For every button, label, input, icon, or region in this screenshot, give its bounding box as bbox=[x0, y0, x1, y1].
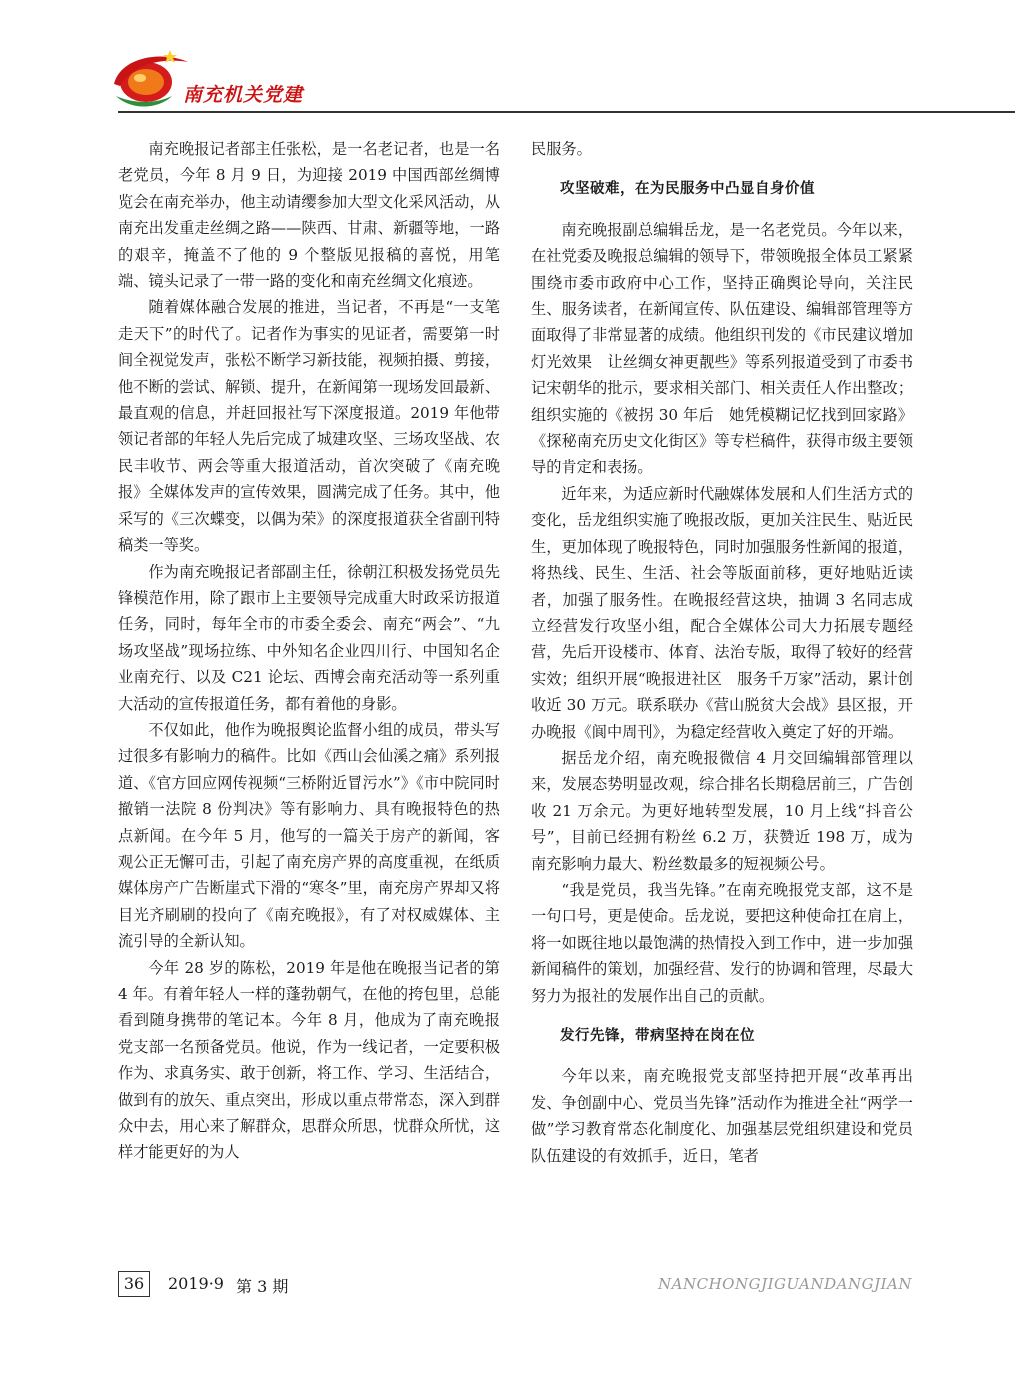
body-paragraph: “我是党员，我当先锋。”在南充晚报党支部，这不是一句口号，更是使命。岳龙说，要把这种使命扛在肩上，将一如既往地以最饱满的热情投入到工作中，进一步加强新闻稿件的策划，加强经营、发行的协调和管理，尽最大努力为报社的发展作出自己的贡献。 bbox=[531, 880, 913, 1005]
body-paragraph: 今年 28 岁的陈松，2019 年是他在晚报当记者的第 4 年。有着年轻人一样的蓬勃朝气，在他的挎包里，总能看到随身携带的笔记本。今年 8 月，他成为了南充晚报党支部一名预备党员。他说，作为一线记者，一定要积极作为、求真务实、敢于创新，将工作、学习、生活结合，做到有的放矢、重点突出，形成以重点带常态，深入到群众中去，用心来了解群众，思群众所思，忧群众所忧，这样才能更好的为人 bbox=[118, 958, 500, 1162]
section-heading: 攻坚破难，在为民服务中凸显自身价值 bbox=[560, 181, 815, 198]
body-paragraph: 不仅如此，他作为晚报舆论监督小组的成员，带头写过很多有影响力的稿件。比如《西山会仙溪之痛》系列报道、《官方回应网传视频“三桥附近冒污水”》《市中院同时撤销一法院 8 份判决》等有影响力、具有晚报特色的热点新闻。在今年 5 月，他写的一篇关于房产的新闻，客观公正无懈可击，引起了南充房产界的高度重视，在纸质媒体房产广告断崖式下滑的“寒冬”里，南充房产界却又将目光齐刷刷的投向了《南充晚报》，有了对权威媒体、主流引导的全新认知。 bbox=[118, 720, 500, 951]
party-building-logo-icon bbox=[110, 44, 190, 112]
body-paragraph: 南充晚报副总编辑岳龙，是一名老党员。今年以来，在社党委及晚报总编辑的领导下，带领晚报全体员工紧紧围绕市委市政府中心工作，坚持正确舆论导向，关注民生、服务读者，在新闻宣传、队伍建设、编辑部管理等方面取得了非常显著的成绩。他组织刊发的《市民建议增加灯光效果 让丝绸女神更靓些》等系列报道受到了市委书记宋朝华的批示，要求相关部门、相关责任人作出整改；组织实施的《被拐 30 年后 她凭模糊记忆找到回家路》《探秘南充历史文化街区》等专栏稿件，获得市级主要领导的肯定和表扬。 bbox=[531, 220, 913, 477]
body-paragraph: 作为南充晚报记者部副主任，徐朝江积极发扬党员先锋模范作用，除了跟市上主要领导完成重大时政采访报道任务，同时，每年全市的市委全委会、南充“两会”、“九场攻坚战”现场拉练、中外知名企业四川行、中国知名企业南充行、以及 C21 论坛、西博会南充活动等一系列重大活动的宣传报道任务，都有着他的身影。 bbox=[118, 562, 500, 713]
body-paragraph: 随着媒体融合发展的推进，当记者，不再是“一支笔走天下”的时代了。记者作为事实的见证者，需要第一时间全视觉发声，张松不断学习新技能，视频拍摄、剪接，他不断的尝试、解锁、提升，在新闻第一现场发回最新、最直观的信息，并赶回报社写下深度报道。2019 年他带领记者部的年轻人先后完成了城建攻坚、三场攻坚战、农民丰收节、两会等重大报道活动，首次突破了《南充晚报》全媒体发声的宣传效果，圆满完成了任务。其中，他采写的《三次蝶变，以偶为荣》的深度报道获全省副刊特稿类一等奖。 bbox=[118, 298, 500, 555]
page-header bbox=[0, 0, 1015, 120]
right-column bbox=[531, 136, 913, 1169]
issue-number: 第 3 期 bbox=[236, 1277, 289, 1296]
section-heading: 发行先锋，带病坚持在岗在位 bbox=[560, 1028, 755, 1044]
body-paragraph: 南充晚报记者部主任张松，是一名老记者，也是一名老党员，今年 8 月 9 日，为迎接 2019 中国西部丝绸博览会在南充举办，他主动请缨参加大型文化采风活动，从南充出发重走丝绸之路——陕西、甘肃、新疆等地，一路的艰辛，掩盖不了他的 9 个整版见报稿的喜悦，用笔端、镜头记录了一带一路的变化和南充丝绸文化痕迹。 bbox=[118, 140, 500, 291]
brand-title: 南充机关党建 bbox=[183, 84, 304, 106]
body-paragraph: 据岳龙介绍，南充晚报微信 4 月交回编辑部管理以来，发展态势明显改观，综合排名长期稳居前三，广告创收 21 万余元。为更好地转型发展，10 月上线“抖音公号”，目前已经拥有粉丝 6.2 万，获赞近 198 万，成为南充影响力最大、粉丝数最多的短视频公号。 bbox=[531, 748, 913, 873]
header-rule bbox=[118, 111, 1015, 113]
page-number: 36 bbox=[118, 1271, 150, 1297]
body-paragraph: 今年以来，南充晚报党支部坚持把开展“改革再出发、争创副中心、党员当先锋”活动作为推进全社“两学一做”学习教育常态化制度化、加强基层党组织建设和党员队伍建设的有效抓手，近日，笔者 bbox=[531, 1067, 913, 1165]
left-column bbox=[118, 136, 500, 1166]
journal-english-title: NANCHONGJIGUANDANGJIAN bbox=[658, 1275, 912, 1293]
body-paragraph: 近年来，为适应新时代融媒体发展和人们生活方式的变化，岳龙组织实施了晚报改版，更加关注民生、贴近民生，更加体现了晚报特色，同时加强服务性新闻的报道，将热线、民生、生活、社会等版面前移，更好地贴近读者，加强了服务性。在晚报经营这块，抽调 3 名同志成立经营发行攻坚小组，配合全媒体公司大力拓展专题经营，先后开设楼市、体育、法治专版，取得了较好的经营实效；组织开展“晚报进社区 服务千万家”活动，累计创收近 30 万元。联系联办《营山脱贫大会战》县区报，开办晚报《阆中周刊》，为稳定经营收入奠定了好的开端。 bbox=[531, 484, 913, 741]
body-paragraph: 民服务。 bbox=[531, 140, 592, 158]
issue-date: 2019·9 bbox=[168, 1274, 224, 1293]
